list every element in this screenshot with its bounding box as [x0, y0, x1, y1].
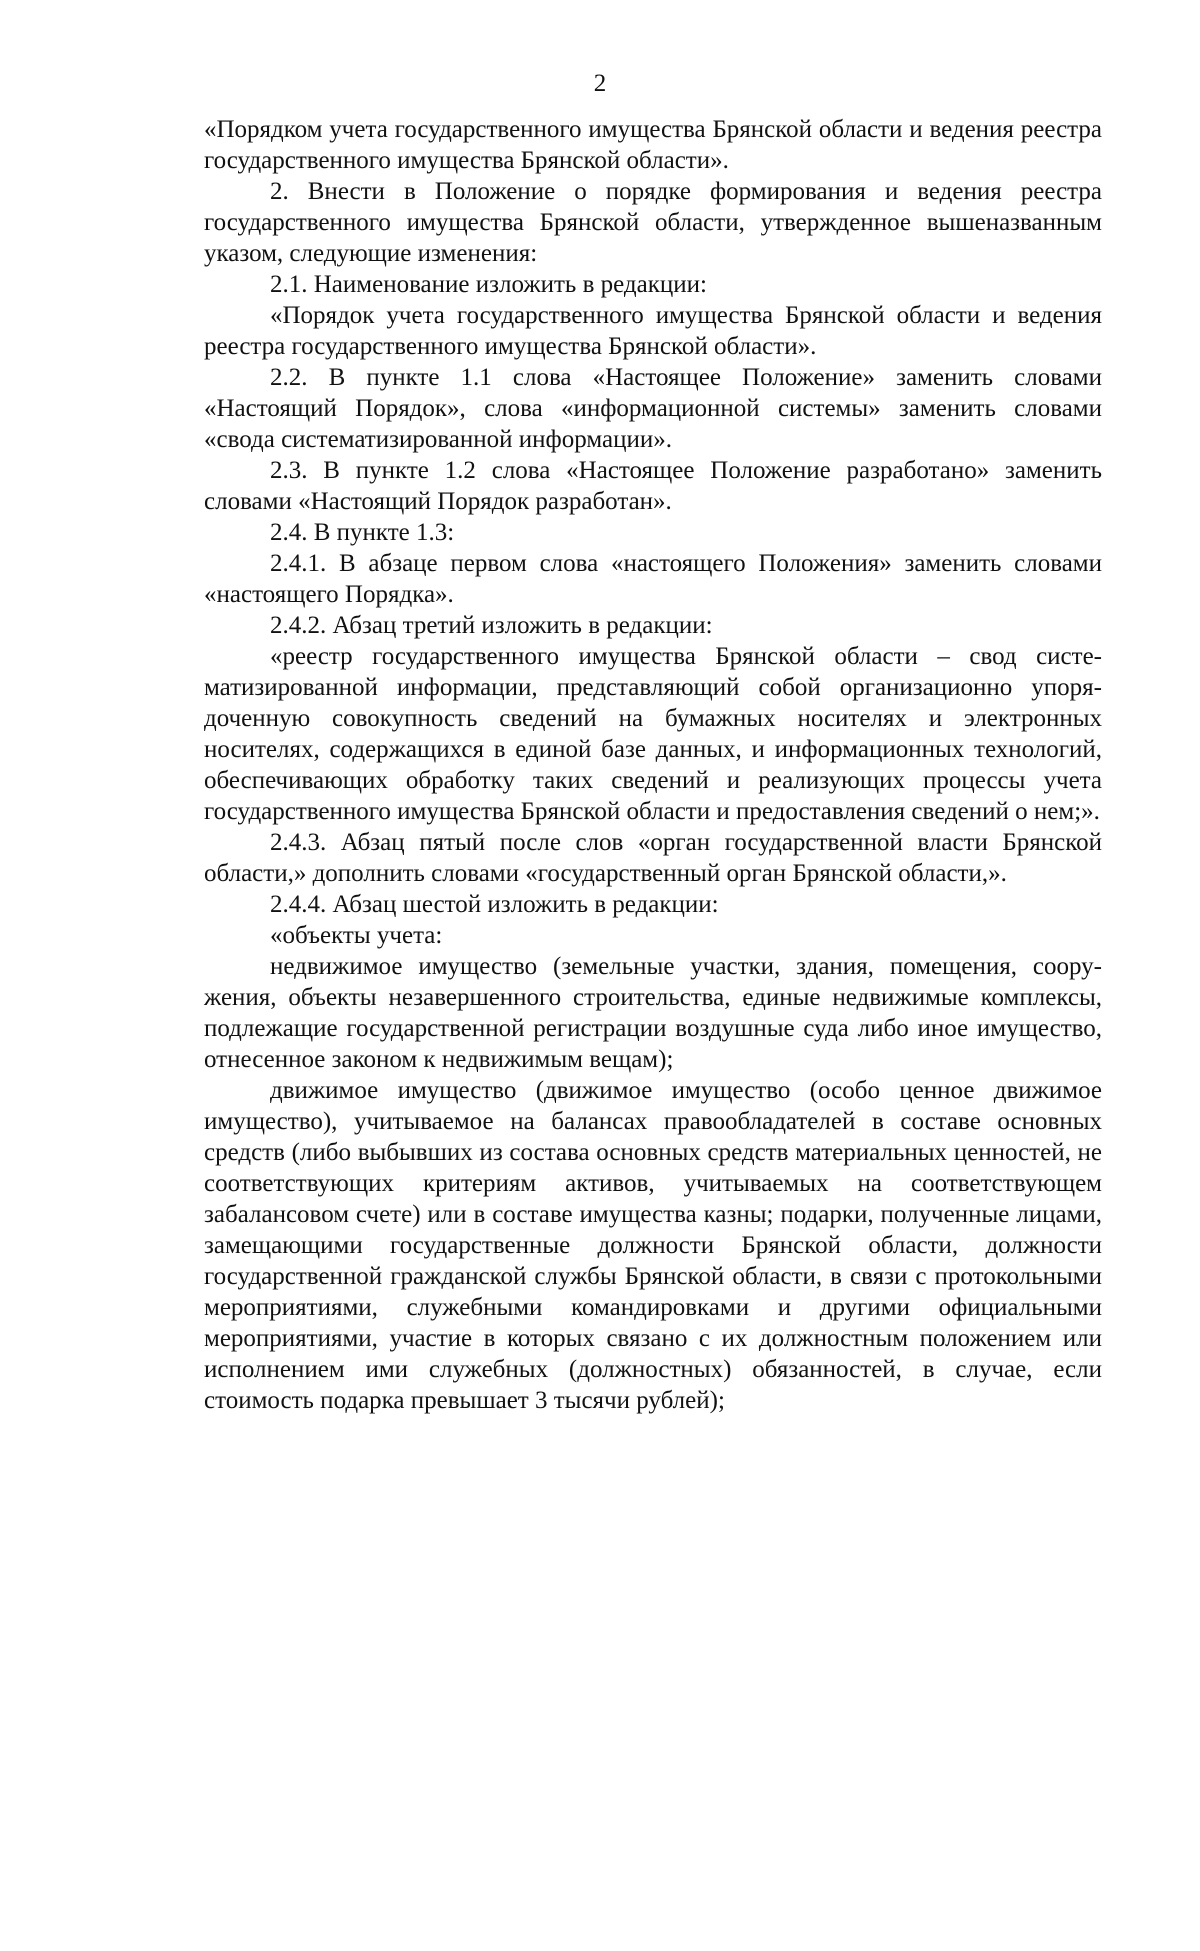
paragraph: 2. Внести в Положение о порядке формирования и ведения реестра государственного имущества Брянской области, утвержденное вышеназванным указом, следующие изменения: [204, 178, 1102, 267]
paragraph: «объекты учета: [270, 922, 443, 949]
paragraph: 2.4.4. Абзац шестой изложить в редакции: [270, 891, 719, 918]
paragraph: «Порядком учета государственного имущества Брянской области и ведения реестра государственного имущества Брянской области». [204, 116, 1102, 174]
paragraph: «реестр государственного имущества Брянской области – свод систематизированной информации, представляющий собой организационно упорядоченную совокупность сведений на бумажных носителях и электронных носителях, содержащихся в единой базе данных, и информационных технологий, обеспечивающих обработку таких сведений и реализующих процессы учета государственного имущества Брянской области и предоставления сведений о нем;». [204, 643, 1102, 825]
page-number: 2 [593, 70, 607, 97]
paragraph: 2.4.1. В абзаце первом слова «настоящего Положения» заменить словами «настоящего Порядка». [204, 550, 1102, 608]
paragraph: «Порядок учета государственного имущества Брянской области и ведения реестра государственного имущества Брянской области». [204, 302, 1102, 360]
paragraph: 2.4.2. Абзац третий изложить в редакции: [270, 612, 713, 639]
paragraph: движимое имущество (движимое имущество (особо ценное движимое имущество), учитываемое на балансах правообладателей в составе основных средств (либо выбывших из состава основных средств материальных ценностей, не соответствующих критериям активов, учитываемых на соответствующем забалансовом счете) или в составе имущества казны; подарки, полученные лицами, замещающими государственные должности Брянской области, должности государственной гражданской службы Брянской области, в связи с протокольными мероприятиями, служебными командировками и другими официальными мероприятиями, участие в которых связано с их должностным положением или исполнением ими служебных (должностных) обязанностей, в случае, если стоимость подарка превышает 3 тысячи рублей); [204, 1077, 1102, 1414]
paragraph: 2.2. В пункте 1.1 слова «Настоящее Положение» заменить словами «Настоящий Порядок», слова «информационной системы» заменить словами «свода систематизированной информации». [204, 364, 1102, 453]
paragraph: 2.4.3. Абзац пятый после слов «орган государственной власти Брянской области,» дополнить словами «государственный орган Брянской области,». [204, 829, 1102, 887]
paragraph: недвижимое имущество (земельные участки, здания, помещения, сооружения, объекты незавершенного строительства, единые недвижимые комплексы, подлежащие государственной регистрации воздушные суда либо иное имущество, отнесенное законом к недвижимым вещам); [204, 953, 1102, 1073]
paragraph: 2.1. Наименование изложить в редакции: [270, 271, 707, 298]
paragraph: 2.4. В пункте 1.3: [270, 519, 455, 546]
document-body [204, 114, 1102, 1416]
paragraph: 2.3. В пункте 1.2 слова «Настоящее Положение разработано» заменить словами «Настоящий Порядок разработан». [204, 457, 1102, 515]
